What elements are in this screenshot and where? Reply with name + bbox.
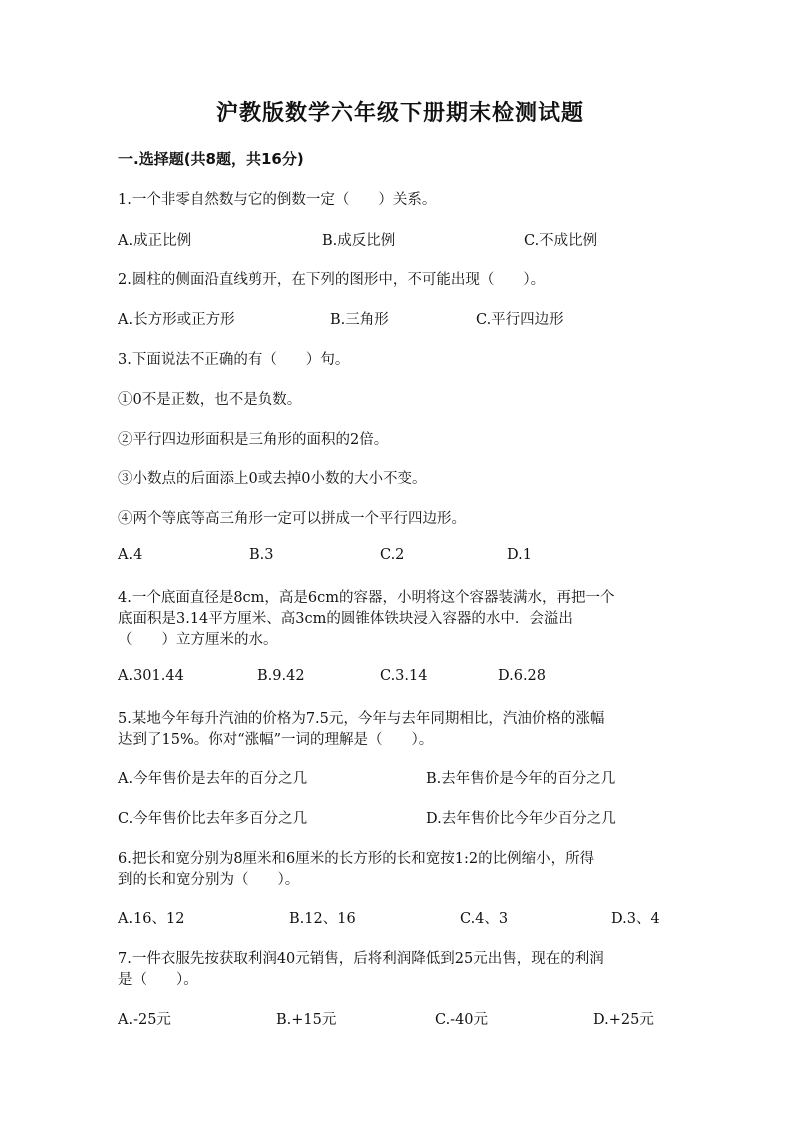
question-2-option-a: A.长方形或正方形	[118, 312, 235, 328]
question-7-option-b: B.+15元	[276, 1012, 337, 1028]
question-3-option-a: A.4	[118, 547, 143, 563]
question-3-stem: 3.下面说法不正确的有（ ）句。	[118, 352, 350, 368]
question-5-option-b: B.去年售价是今年的百分之几	[426, 771, 616, 787]
question-3-statement-1: ①0不是正数，也不是负数。	[118, 392, 302, 408]
question-3-statement-4: ④两个等底等高三角形一定可以拼成一个平行四边形。	[118, 511, 466, 527]
question-7-stem-line-1: 7.一件衣服先按获取利润40元销售，后将利润降低到25元出售，现在的利润	[118, 951, 604, 967]
question-5-option-d: D.去年售价比今年少百分之几	[426, 811, 616, 827]
question-5-stem-line-2: 达到了15%。你对“涨幅”一词的理解是（ ）。	[118, 732, 434, 748]
question-4-stem-line-2: 底面积是3.14平方厘米、高3cm的圆锥体铁块浸入容器的水中．会溢出	[118, 611, 573, 627]
question-6-option-d: D.3、4	[611, 911, 660, 927]
question-4-stem-line-3: （ ）立方厘米的水。	[118, 632, 278, 648]
question-6-stem-line-2: 到的长和宽分别为（ ）。	[118, 872, 300, 888]
page-title: 沪教版数学六年级下册期末检测试题	[215, 101, 584, 126]
question-4-option-c: C.3.14	[380, 668, 428, 684]
question-2-option-b: B.三角形	[330, 312, 389, 328]
question-2-stem: 2.圆柱的侧面沿直线剪开，在下列的图形中，不可能出现（ ）。	[118, 272, 546, 288]
question-7-option-a: A.-25元	[118, 1012, 171, 1028]
question-3-statement-2: ②平行四边形面积是三角形的面积的2倍。	[118, 432, 389, 448]
question-6-option-a: A.16、12	[118, 911, 185, 927]
section-heading: 一.选择题(共8题，共16分)	[118, 150, 304, 168]
question-1-option-c: C.不成比例	[524, 233, 598, 249]
question-7-stem-line-2: 是（ ）。	[118, 972, 198, 988]
question-1-stem: 1.一个非零自然数与它的倒数一定（ ）关系。	[118, 192, 437, 208]
question-5-option-a: A.今年售价是去年的百分之几	[118, 771, 308, 787]
question-5-option-c: C.今年售价比去年多百分之几	[118, 811, 308, 827]
question-7-option-c: C.-40元	[435, 1012, 489, 1028]
question-6-stem-line-1: 6.把长和宽分别为8厘米和6厘米的长方形的长和宽按1:2的比例缩小，所得	[118, 851, 595, 867]
question-7-option-d: D.+25元	[593, 1012, 654, 1028]
question-3-option-c: C.2	[380, 547, 405, 563]
question-6-option-b: B.12、16	[289, 911, 356, 927]
question-3-statement-3: ③小数点的后面添上0或去掉0小数的大小不变。	[118, 471, 427, 487]
question-5-stem-line-1: 5.某地今年每升汽油的价格为7.5元，今年与去年同期相比，汽油价格的涨幅	[118, 711, 605, 727]
question-4-option-b: B.9.42	[257, 668, 305, 684]
question-4-option-a: A.301.44	[118, 668, 184, 684]
question-1-option-a: A.成正比例	[118, 233, 192, 249]
question-4-stem-line-1: 4.一个底面直径是8cm，高是6cm的容器，小明将这个容器装满水，再把一个	[118, 590, 615, 606]
question-2-option-c: C.平行四边形	[476, 312, 564, 328]
question-4-option-d: D.6.28	[498, 668, 547, 684]
question-3-option-b: B.3	[249, 547, 274, 563]
question-6-option-c: C.4、3	[460, 911, 509, 927]
question-3-option-d: D.1	[507, 547, 532, 563]
question-1-option-b: B.成反比例	[322, 233, 396, 249]
